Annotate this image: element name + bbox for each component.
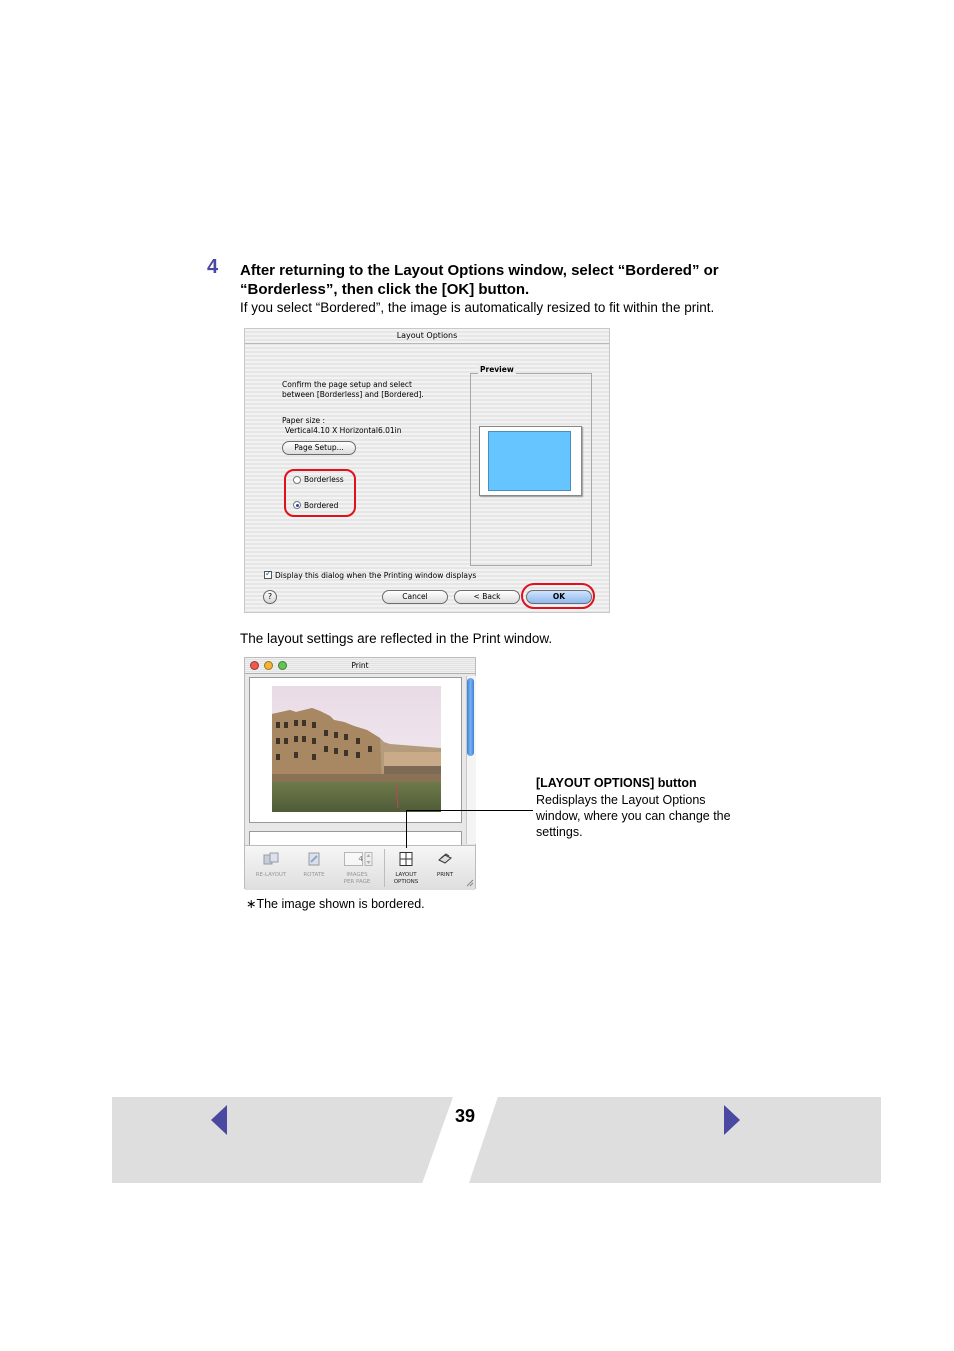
display-dialog-checkbox[interactable]	[264, 571, 272, 579]
next-page-arrow-icon[interactable]	[724, 1105, 740, 1135]
step-title: After returning to the Layout Options window, select “Bordered” or “Borderless”, then click the [OK] button.	[240, 262, 719, 298]
zoom-light-icon[interactable]	[278, 661, 287, 670]
print-window	[244, 657, 476, 889]
paper-size-label: Paper size :	[282, 416, 326, 425]
images-per-page-value: 4	[358, 855, 363, 863]
images-per-page-stepper[interactable]	[336, 850, 378, 888]
images-per-page-label-1: IMAGES	[346, 872, 368, 878]
print-button[interactable]	[424, 850, 466, 888]
page-number: 39	[455, 1106, 476, 1126]
callout-leader-horizontal	[406, 810, 533, 811]
re-layout-icon	[263, 852, 279, 866]
dialog-title: Layout Options	[245, 329, 609, 344]
instruction-line-1: Confirm the page setup and select	[282, 380, 412, 389]
print-label: PRINT	[436, 872, 454, 878]
step-number: 4	[207, 256, 219, 278]
ok-highlight-ring	[521, 583, 595, 609]
cancel-button[interactable]: Cancel	[382, 590, 448, 604]
images-per-page-label-2: PER PAGE	[343, 879, 371, 885]
footer-nav-right-panel	[469, 1097, 881, 1183]
resize-grip-icon[interactable]	[466, 879, 474, 887]
callout-leader-vertical	[406, 810, 407, 848]
between-text: The layout settings are reflected in the Print window.	[240, 631, 553, 646]
options-highlight-ring	[284, 469, 356, 517]
back-button[interactable]: < Back	[454, 590, 520, 604]
instruction-line-2: between [Borderless] and [Bordered].	[282, 390, 424, 399]
footnote: ∗The image shown is bordered.	[246, 897, 425, 911]
layout-options-label-1: LAYOUT	[395, 872, 417, 878]
borderless-label: Borderless	[304, 475, 344, 484]
print-toolbar	[245, 845, 475, 890]
preview-label: Preview	[480, 365, 514, 374]
rotate-icon	[306, 852, 322, 866]
display-dialog-label: Display this dialog when the Printing window displays	[275, 571, 477, 580]
rotate-label: ROTATE	[303, 872, 325, 878]
layout-options-button[interactable]	[385, 850, 427, 888]
layout-options-dialog	[244, 328, 610, 613]
footer-nav-left-panel	[112, 1097, 453, 1183]
layout-options-label-2: OPTIONS	[393, 879, 419, 885]
minimize-light-icon[interactable]	[264, 661, 273, 670]
callout-text: Redisplays the Layout Options window, where you can change the settings.	[536, 793, 731, 839]
print-window-title: Print	[245, 658, 475, 674]
paper-size-value: Vertical4.10 X Horizontal6.01in	[285, 426, 402, 435]
layout-options-icon	[398, 852, 414, 866]
step-description: If you select “Bordered”, the image is automatically resized to fit within the print.	[240, 300, 715, 315]
print-page-2-preview	[249, 831, 462, 845]
preview-paper	[479, 426, 582, 496]
print-icon	[437, 852, 453, 866]
print-page-preview	[249, 677, 462, 823]
rotate-button[interactable]	[293, 850, 335, 888]
previous-page-arrow-icon[interactable]	[211, 1105, 227, 1135]
bordered-label: Bordered	[304, 501, 339, 510]
ok-button[interactable]: OK	[526, 590, 592, 604]
re-layout-button[interactable]	[250, 850, 292, 888]
scrollbar-thumb[interactable]	[467, 678, 474, 756]
photo-florence-buildings	[272, 686, 441, 812]
page-setup-button[interactable]: Page Setup...	[282, 441, 356, 455]
preview-image-area	[488, 431, 571, 491]
help-button[interactable]: ?	[263, 590, 277, 604]
close-light-icon[interactable]	[250, 661, 259, 670]
callout-title: [LAYOUT OPTIONS] button	[536, 776, 697, 790]
re-layout-label: RE-LAYOUT	[255, 872, 287, 878]
